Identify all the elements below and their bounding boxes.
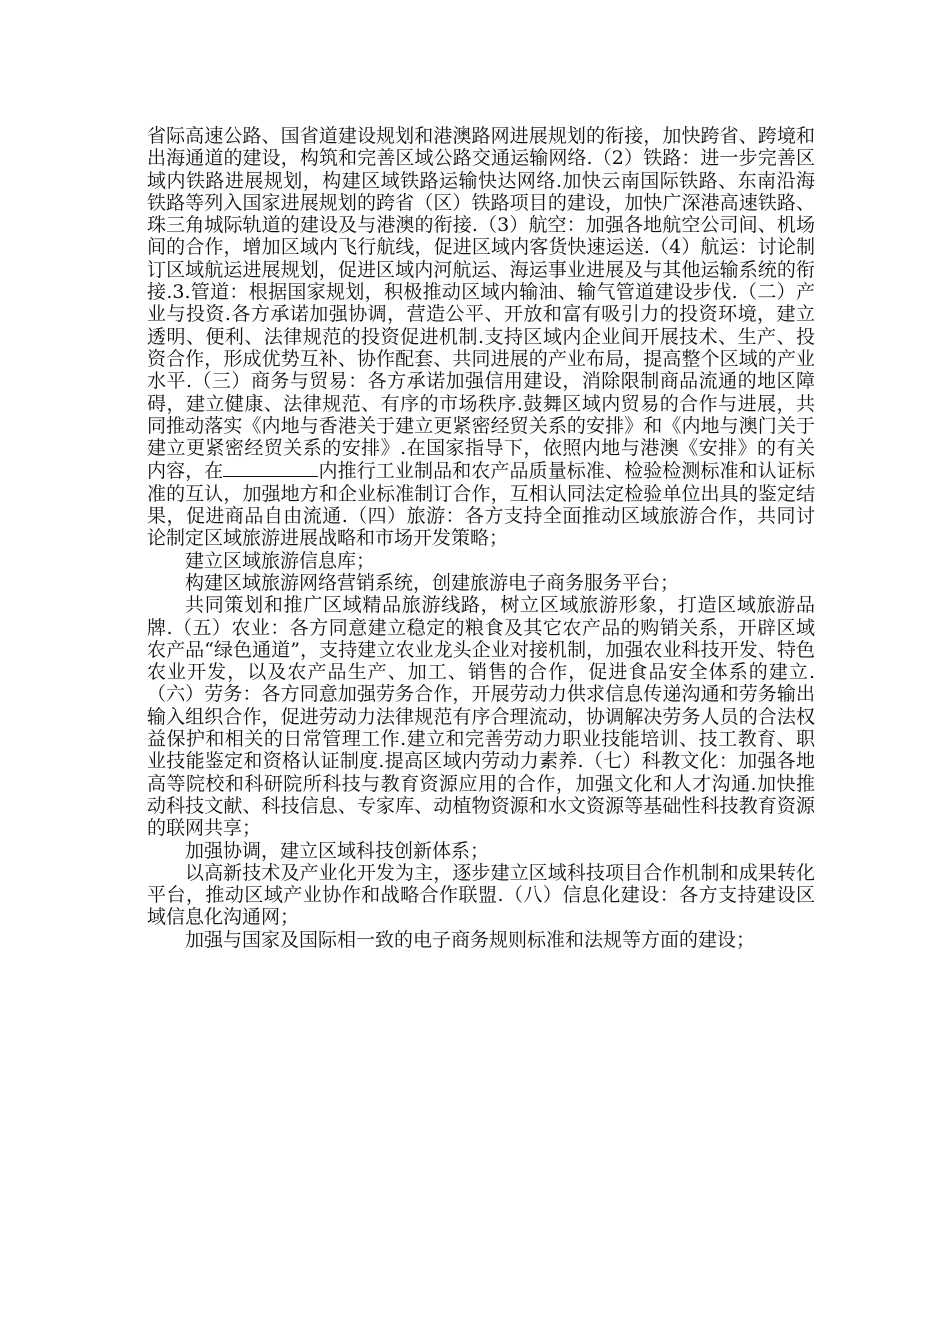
- paragraph-6: 以高新技术及产业化开发为主，逐步建立区域科技项目合作机制和成果转化平台，推动区域产业协作和战略合作联盟.（八）信息化建设：各方支持建设区域信息化沟通网；: [147, 861, 815, 929]
- fill-in-blank: [223, 459, 318, 477]
- paragraph-1: [147, 125, 815, 550]
- paragraph-3: 构建区域旅游网络营销系统，创建旅游电子商务服务平台；: [185, 571, 680, 594]
- document-body: [147, 125, 815, 951]
- paragraph-1-text-b: 内推行工业制品和农产品质量标准、检验检测标准和认证标准的互认，加强地方和企业标准制订合作，互相认同法定检验单位出具的鉴定结果，促进商品自由流通.（四）旅游：各方支持全面推动区域旅游合作，共同讨论制定区域旅游进展战略和市场开发策略；: [147, 460, 815, 550]
- paragraph-7: 加强与国家及国际相一致的电子商务规则标准和法规等方面的建设；: [185, 928, 756, 951]
- paragraph-4: 共同策划和推广区域精品旅游线路，树立区域旅游形象，打造区域旅游品牌.（五）农业：各方同意建立稳定的粮食及其它农产品的购销关系，开辟区域农产品“绿色通道”，支持建立农业龙头企业对接机制，加强农业科技开发、特色农业开发，以及农产品生产、加工、销售的合作，促进食品安全体系的建立.（六）劳务：各方同意加强劳务合作，开展劳动力供求信息传递沟通和劳务输出输入组织合作，促进劳动力法律规范有序合理流动，协调解决劳务人员的合法权益保护和相关的日常管理工作.建立和完善劳动力职业技能培训、技工教育、职业技能鉴定和资格认证制度.提高区域内劳动力素养.（七）科教文化：加强各地高等院校和科研院所科技与教育资源应用的合作，加强文化和人才沟通.加快推动科技文献、科技信息、专家库、动植物资源和水文资源等基础性科技教育资源的联网共享；: [147, 594, 815, 840]
- paragraph-5: 加强协调，建立区域科技创新体系；: [185, 839, 490, 862]
- paragraph-1-text-a: 省际高速公路、国省道建设规划和港澳路网进展规划的衔接，加快跨省、跨境和出海通道的建设，构筑和完善区域公路交通运输网络.（2）铁路：进一步完善区域内铁路进展规划，构建区域铁路运输快达网络.加快云南国际铁路、东南沿海铁路等列入国家进展规划的跨省（区）铁路项目的建设，加快广深港高速铁路、珠三角城际轨道的建设及与港澳的衔接.（3）航空：加强各地航空公司间、机场间的合作，增加区域内飞行航线，促进区域内客货快速运送.（4）航运：讨论制订区域航运进展规划，促进区域内河航运、海运事业进展及与其他运输系统的衔接.3.管道：根据国家规划，积极推动区域内输油、输气管道建设步伐.（二）产业与投资.各方承诺加强协调，营造公平、开放和富有吸引力的投资环境，建立透明、便利、法律规范的投资促进机制.支持区域内企业间开展技术、生产、投资合作，形成优势互补、协作配套、共同进展的产业布局，提高整个区域的产业水平.（三）商务与贸易：各方承诺加强信用建设，消除限制商品流通的地区障碍，建立健康、法律规范、有序的市场秩序.鼓舞区域内贸易的合作与进展，共同推动落实《内地与香港关于建立更紧密经贸关系的安排》和《内地与澳门关于建立更紧密经贸关系的安排》.在国家指导下，依照内地与港澳《安排》的有关内容，在: [147, 125, 815, 483]
- paragraph-2: 建立区域旅游信息库；: [185, 549, 376, 572]
